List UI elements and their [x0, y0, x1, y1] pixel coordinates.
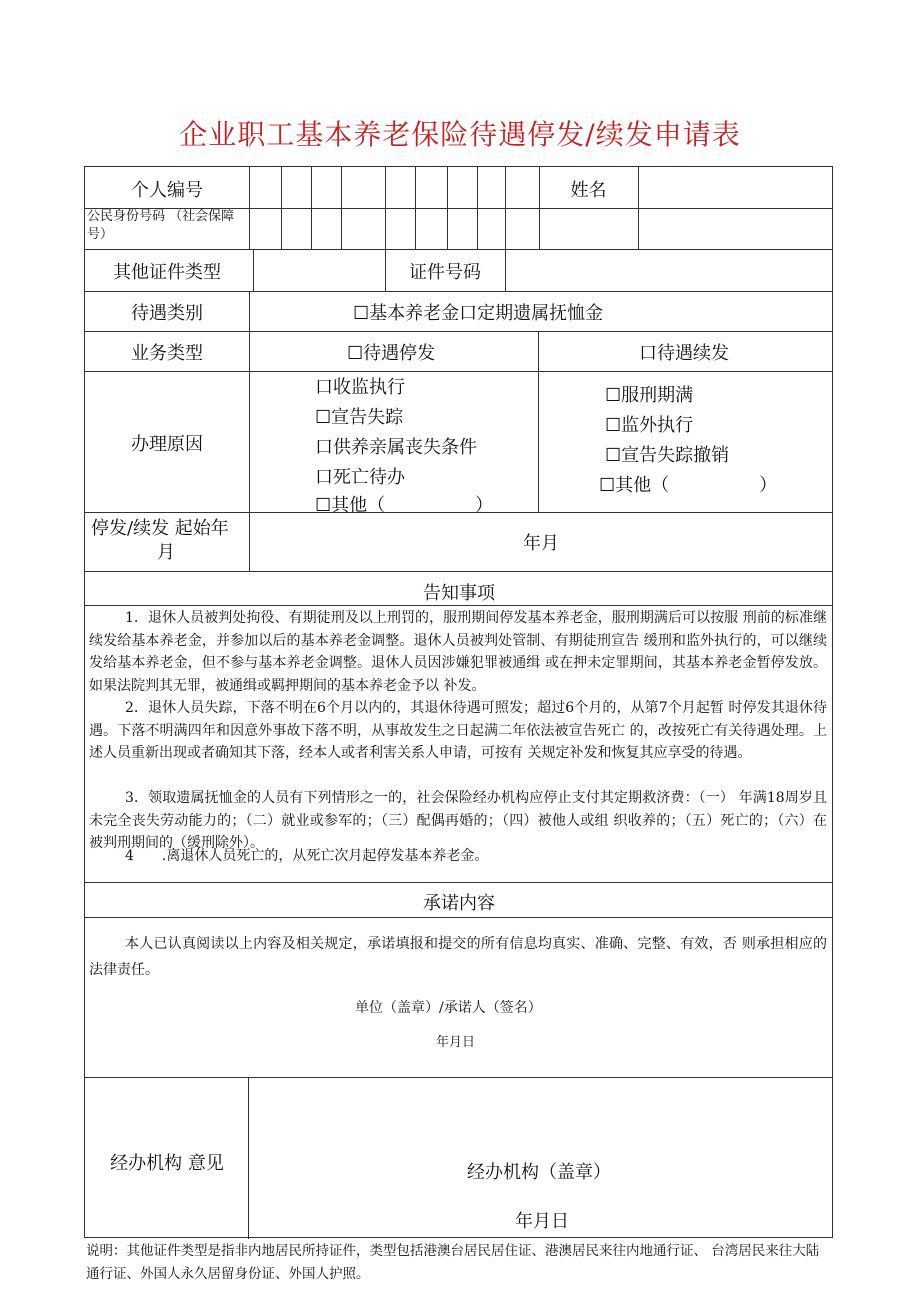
row-divider: [85, 249, 833, 250]
footnote: 说明：其他证件类型是指非内地居民所持证件，类型包括港澳台居民居住证、港澳居民来往内地通行证、 台湾居民来往大陆通行证、外国人永久居留身份证、外国人护照。: [86, 1243, 820, 1282]
name-label: 姓名: [570, 180, 607, 201]
start-month-label-line1: 停发/续发 起始年: [91, 518, 229, 539]
promise-text: 本人已认真阅读以上内容及相关规定，承诺填报和提交的所有信息均真实、准确、完整、有效，否 则承担相应的法律责任。: [89, 936, 827, 978]
promise-signature[interactable]: 单位（盖章）/承诺人（签名）: [355, 1000, 542, 1016]
personal-no-label: 个人编号: [131, 180, 203, 201]
row-divider: [85, 331, 833, 332]
digit-box-divider: [341, 167, 342, 249]
resume-reason-3[interactable]: ☐宣告失踪撤销: [605, 445, 730, 466]
promise-date[interactable]: 年月日: [436, 1035, 476, 1050]
business-type-label: 业务类型: [131, 343, 203, 364]
notice-item-2: 2．退休人员失踪，下落不明在6个月以内的，其退休待遇可照发；超过6个月的，从第7个月起暂 时停发其退休待遇。下落不明满四年和因意外事故下落不明，从事故发生之日起满二年依法被宣告死亡 的，改按死亡有关待遇处理。上述人员重新出现或者确知其下落，经本人或者利害关系人申请，可按有 关规定补发和恢复其应享受的待遇。: [89, 700, 827, 761]
resume-reason-4[interactable]: ☐其他（ ）: [599, 475, 778, 496]
resume-reason-2[interactable]: ☐监外执行: [605, 415, 694, 436]
col-divider: [538, 331, 539, 512]
stop-reason-2[interactable]: ☐宣告失踪: [315, 407, 404, 428]
form-title: 企业职工基本养老保险待遇停发/续发申请表: [179, 118, 741, 151]
stop-option-checkbox[interactable]: ☐待遇停发: [347, 343, 436, 364]
notice-item-1: 1．退休人员被判处拘役、有期徒刑及以上刑罚的，服刑期间停发基本养老金，服刑期满后可以按服 刑前的标准继续发给基本养老金，并参加以后的基本养老金调整。退休人员被判处管制、有期徒刑宣告 缓刑和监外执行的，可以继续发给基本养老金，但不参与基本养老金调整。退休人员因涉嫌犯罪被通缉 或在押未定罪期间，其基本养老金暂停发放。如果法院判其无罪，被通缉或羁押期间的基本养老金予以 补发。: [89, 610, 827, 694]
start-month-label-line2: 月: [157, 542, 175, 563]
digit-box-divider: [281, 167, 282, 249]
stop-reason-3[interactable]: 口供养亲属丧失条件: [315, 437, 477, 458]
agency-opinion-label: 经办机构 意见: [110, 1153, 224, 1174]
application-form-table: [84, 166, 833, 1238]
benefit-type-label: 待遇类别: [131, 303, 203, 324]
digit-box-divider: [447, 167, 448, 249]
digit-box-divider: [505, 167, 506, 249]
agency-date[interactable]: 年月日: [515, 1211, 569, 1232]
col-divider: [638, 167, 639, 249]
agency-seal[interactable]: 经办机构（盖章）: [467, 1162, 611, 1183]
digit-box-divider: [385, 167, 386, 249]
stop-reason-5[interactable]: ☐其他（ ）: [315, 495, 494, 516]
row-divider: [85, 571, 833, 572]
digit-box-divider: [477, 167, 478, 249]
row-divider: [85, 1077, 833, 1078]
row-divider: [85, 605, 833, 606]
stop-reason-1[interactable]: 口收监执行: [315, 377, 405, 398]
stop-reason-4[interactable]: 口死亡待办: [315, 467, 405, 488]
col-divider: [253, 249, 254, 291]
id-number-label: 公民身份号码 （社会保障号）: [87, 209, 235, 242]
notice-item-4: 4 .离退休人员死亡的，从死亡次月起停发基本养老金。: [125, 848, 489, 864]
promise-heading: 承诺内容: [423, 893, 495, 914]
row-divider: [85, 882, 833, 883]
notice-item-3: 3．领取遗属抚恤金的人员有下列情形之一的，社会保险经办机构应停止支付其定期救济费：（一） 年满18周岁且未完全丧失劳动能力的；（二）就业或参军的；（三）配偶再婚的；（四）被他人或组 织收养的；（五）死亡的；（六）在被判刑期间的（缓刑除外）。: [89, 790, 827, 851]
row-divider: [85, 371, 833, 372]
digit-box-divider: [415, 167, 416, 249]
reason-label: 办理原因: [131, 434, 203, 455]
row-divider: [85, 291, 833, 292]
digit-box-divider: [311, 167, 312, 249]
cert-no-label: 证件号码: [409, 262, 481, 283]
benefit-type-options[interactable]: ☐基本养老金口定期遗属抚恤金: [353, 303, 604, 324]
col-divider: [249, 291, 250, 572]
start-month-value[interactable]: 年月: [523, 533, 559, 554]
resume-option-checkbox[interactable]: 口待遇续发: [639, 343, 729, 364]
col-divider: [249, 167, 250, 249]
resume-reason-1[interactable]: ☐服刑期满: [605, 385, 694, 406]
other-cert-type-label: 其他证件类型: [113, 262, 221, 283]
row-divider: [85, 917, 833, 918]
col-divider: [505, 249, 506, 291]
notice-heading: 告知事项: [423, 583, 495, 604]
